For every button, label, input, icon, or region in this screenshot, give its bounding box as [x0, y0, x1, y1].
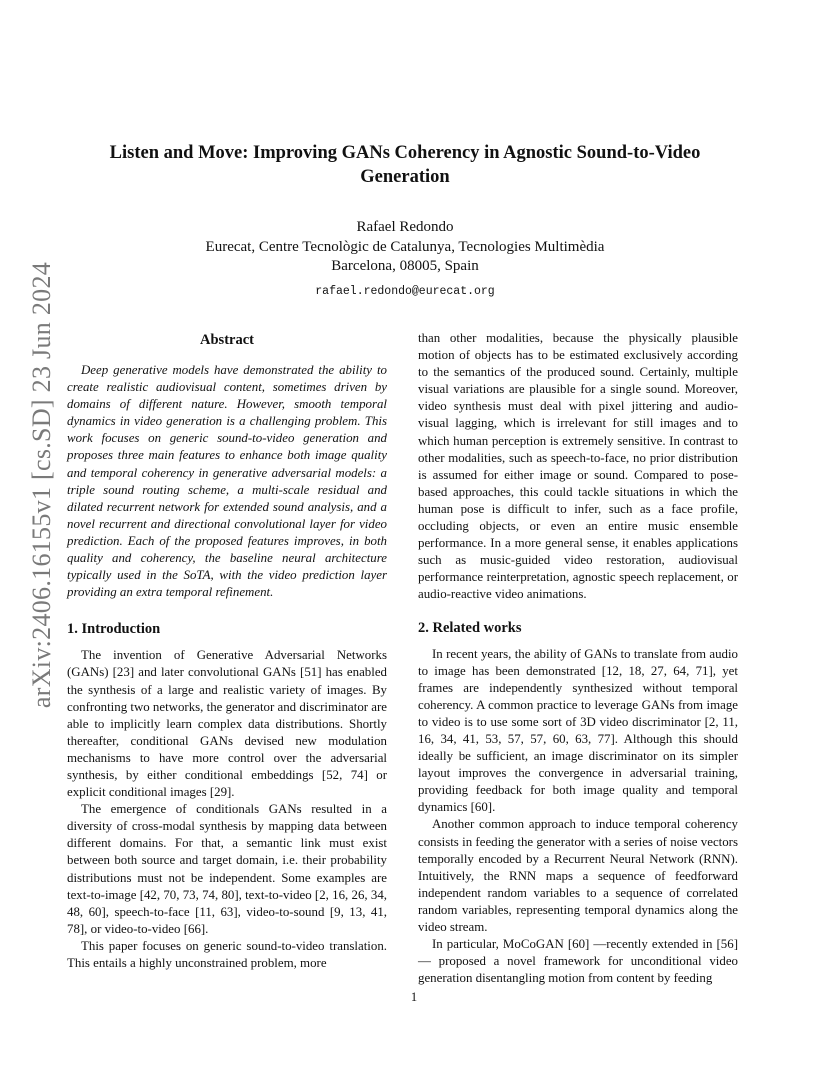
intro-continuation: than other modalities, because the physically plausible motion of objects has to be estimated exclusively according to the semantics of the produced sound. Certainly, multiple visual variations are plausible for a single sound. Moreover, video synthesis must deal with pixel jittering and audio-visual lagging, which is irrelevant for still images and to which human perception is extremely sensitive. In contrast to other modalities, such as speech-to-face, no prior distribution is assumed for either image or sound. Compared to pose-based approaches, this could tackle situations in which the human pose is difficult to infer, such as a face profile, occluding objects, or even an entire music ensemble performance. In a more general sense, it enables applications such as music-guided video restoration, audiovisual performance reinterpretation, agnostic speech replacement, or audio-reactive video animations.	[418, 331, 738, 602]
related-paragraph-2: Another common approach to induce temporal coherency consists in feeding the generator with a series of noise vectors temporally encoded by a Recurrent Neural Network (RNN). Intuitively, the RNN maps a sequence of feedforward independent random variables to a sequence of correlated random variables, representing temporal dynamics along the video stream.	[418, 817, 738, 934]
intro-paragraph-1: The invention of Generative Adversarial Networks (GANs) [23] and later convolutional GANs [51] has enabled the synthesis of a large and realistic variety of images. By confronting two networks, the generator and discriminator are able to implicitly learn complex data distributions. Shortly thereafter, conditional GANs devised new modulation mechanisms to have more control over the adversarial synthesis, by either conditional embeddings [52, 74] or explicit conditional images [29].	[67, 648, 388, 800]
abstract-text: Deep generative models have demonstrated the ability to create realistic audiovisual content, sometimes driven by domains of different nature. However, smooth temporal dynamics in video generation is a challenging problem. This work focuses on generic sound-to-video generation and proposes three main features to enhance both image quality and temporal coherency in generative adversarial models: a triple sound routing scheme, a multi-scale residual and dilated recurrent network for extended sound analysis, and a novel recurrent and directional convolutional layer for video prediction. Each of the proposed features improves, in both quality and coherency, the baseline neural architecture typically used in the SoTA, with the video prediction layer providing an extra temporal refinement.	[67, 363, 387, 600]
related-paragraph-1: In recent years, the ability of GANs to translate from audio to image has been demonstrated [12, 18, 27, 64, 71], yet frames are independently synthesized without temporal coherency. A common practice to leverage GANs from image to video is to use some sort of 3D video discriminator [2, 11, 16, 34, 41, 53, 57, 57, 60, 63, 77]. Although this should ideally be sufficient, an image discriminator on its simpler layout improves the convergence in adversarial training, providing feedback for both image quality and temporal dynamics [60].	[418, 646, 738, 815]
right-column	[418, 330, 738, 987]
related-paragraph-3: In particular, MoCoGAN [60] —recently extended in [56]— proposed a novel framework for unconditional video generation disentangling motion from content by feeding	[418, 937, 738, 986]
author-affiliation: Eurecat, Centre Tecnològic de Catalunya, Tecnologies Multimèdia	[205, 238, 605, 255]
author-name: Rafael Redondo	[356, 219, 454, 235]
author-location: Barcelona, 08005, Spain	[331, 258, 479, 274]
intro-paragraph-3: This paper focuses on generic sound-to-video translation. This entails a highly unconstrained problem, more	[67, 938, 387, 970]
arxiv-identifier[interactable]: arXiv:2406.16155v1 [cs.SD] 23 Jun 2024	[27, 261, 56, 709]
introduction-heading: 1. Introduction	[67, 621, 161, 638]
abstract-heading: Abstract	[200, 332, 254, 348]
author-email[interactable]: rafael.redondo@eurecat.org	[315, 284, 495, 298]
paper-title: Listen and Move: Improving GANs Coherency in Agnostic Sound-to-Video Generation	[109, 143, 701, 187]
left-column	[67, 330, 387, 972]
page-number: 1	[410, 990, 418, 1004]
related-works-heading: 2. Related works	[418, 619, 522, 636]
intro-paragraph-2: The emergence of conditionals GANs resulted in a diversity of cross-modal synthesis by mapping data between different domains. For that, a semantic link must exist between both source and target domain, i.e. their probability distributions must not be independent. Some examples are text-to-image [42, 70, 73, 74, 80], text-to-video [2, 16, 26, 34, 48, 60], speech-to-face [11, 63], video-to-sound [9, 13, 41, 78], or video-to-video [66].	[67, 802, 387, 936]
author-block	[90, 218, 720, 301]
